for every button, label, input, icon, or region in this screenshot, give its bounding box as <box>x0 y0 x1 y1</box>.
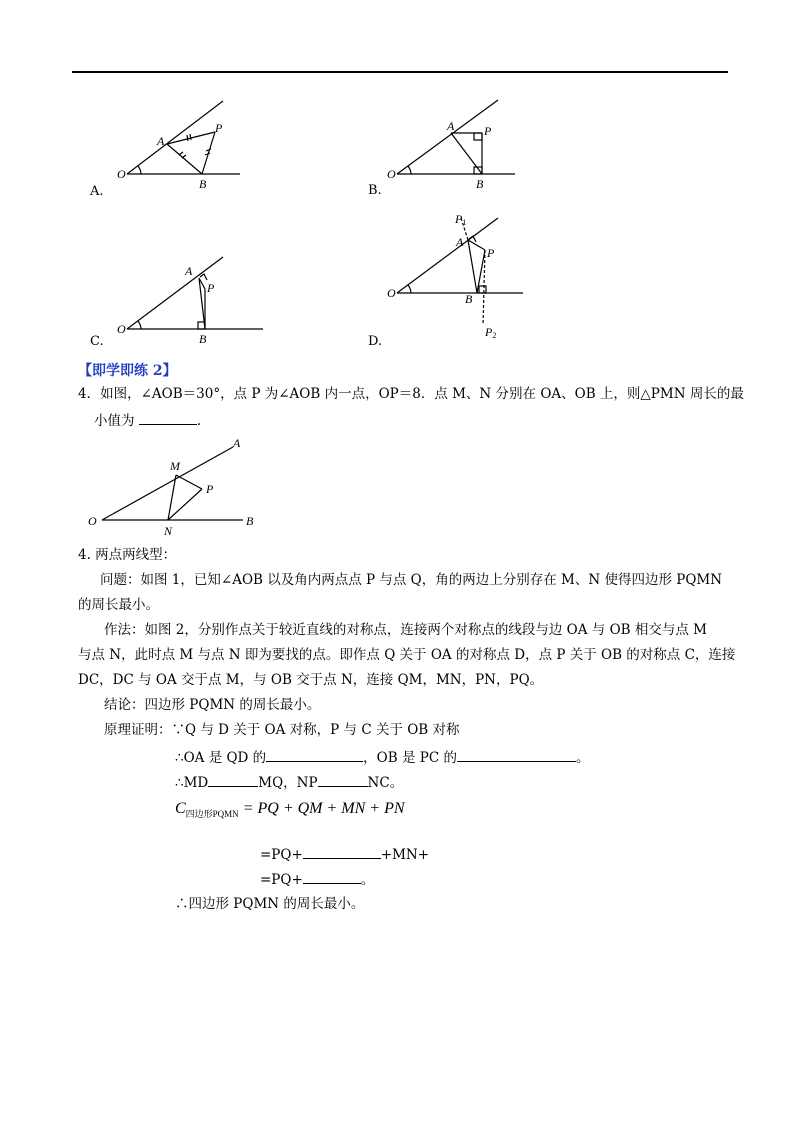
point-label-b: B <box>246 514 254 528</box>
proof-step-1: =PQ+ +MN+ <box>260 847 430 863</box>
model-heading: 4. 两点两线型： <box>78 547 177 563</box>
point-label-o: O <box>117 167 126 181</box>
answer-blank[interactable] <box>303 845 381 859</box>
point-label-o: O <box>88 514 97 528</box>
option-b-label: B. <box>368 183 382 198</box>
point-label-b: B <box>465 292 473 306</box>
question-4-line-2: 小值为 . <box>94 413 202 429</box>
point-label-p: P <box>484 124 492 138</box>
point-label-n: N <box>164 524 173 538</box>
figure-option-a <box>115 95 245 190</box>
option-a-label: A. <box>90 184 104 199</box>
figure-option-c <box>115 245 265 345</box>
point-label-p: P <box>206 482 214 496</box>
proof-line-2: ∴OA 是 QD 的 ，OB 是 PC 的 。 <box>175 750 590 766</box>
option-d-label: D. <box>368 334 383 349</box>
point-label-o: O <box>387 167 396 181</box>
option-c-label: C. <box>90 334 104 349</box>
point-label-p2: P2 <box>485 325 497 340</box>
point-label-p: P <box>207 281 215 295</box>
method-line-3: DC，DC 与 OA 交于点 M，与 OB 交于点 N，连接 QM，MN，PN，PQ。 <box>78 672 544 688</box>
proof-step-2: =PQ+ 。 <box>260 872 375 888</box>
point-label-a: A <box>456 235 464 249</box>
answer-blank[interactable] <box>318 773 368 787</box>
point-label-p1: P1 <box>455 212 467 227</box>
proof-line-3: ∴MD MQ，NP NC。 <box>175 775 404 791</box>
method-line-1: 作法：如图 2，分别作点关于较近直线的对称点，连接两个对称点的线段与边 OA 与 OB 相交与点 M <box>104 622 707 638</box>
figure-question-4 <box>88 435 268 540</box>
conclusion: 结论：四边形 PQMN 的周长最小。 <box>104 697 321 713</box>
question-4-line-1 <box>78 385 744 403</box>
final-conclusion: ∴四边形 PQMN 的周长最小。 <box>175 896 365 912</box>
point-label-a: A <box>447 119 455 133</box>
answer-blank[interactable] <box>457 748 576 762</box>
figure-option-d <box>385 210 530 345</box>
point-label-b: B <box>199 177 207 191</box>
header-rule <box>72 71 728 73</box>
point-label-o: O <box>117 322 126 336</box>
question-text: 如图，∠AOB＝30°，点 P 为∠AOB 内一点，OP＝8．点 M、N 分别在 OA、OB 上，则△PMN 周长的最 <box>100 386 744 402</box>
section-heading: 【即学即练 2】 <box>78 363 177 379</box>
perimeter-formula: $C_{四边形PQMN}$ = PQ + QM + MN + PN <box>175 800 405 820</box>
answer-blank[interactable] <box>303 870 361 884</box>
point-label-a: A <box>233 436 241 450</box>
proof-line-1: 原理证明：∵Q 与 D 关于 OA 对称，P 与 C 关于 OB 对称 <box>104 722 460 738</box>
point-label-a: A <box>185 264 193 278</box>
point-label-b: B <box>199 332 207 346</box>
point-label-m: M <box>170 459 180 473</box>
point-label-a: A <box>157 134 165 148</box>
problem-line-1: 问题：如图 1，已知∠AOB 以及角内两点点 P 与点 Q，角的两边上分别存在 M、N 使得四边形 PQMN <box>100 572 723 588</box>
answer-blank[interactable] <box>139 411 197 425</box>
answer-blank[interactable] <box>266 748 363 762</box>
figure-option-b <box>385 95 520 190</box>
answer-blank[interactable] <box>208 773 258 787</box>
method-line-2: 与点 N，此时点 M 与点 N 即为要找的点。即作点 Q 关于 OA 的对称点 D，点 P 关于 OB 的对称点 C，连接 <box>78 647 736 663</box>
point-label-p: P <box>487 246 495 260</box>
point-label-b: B <box>476 177 484 191</box>
point-label-p: P <box>215 121 223 135</box>
problem-line-2: 的周长最小。 <box>78 597 159 613</box>
point-label-o: O <box>387 286 396 300</box>
question-number: 4． <box>78 386 101 402</box>
